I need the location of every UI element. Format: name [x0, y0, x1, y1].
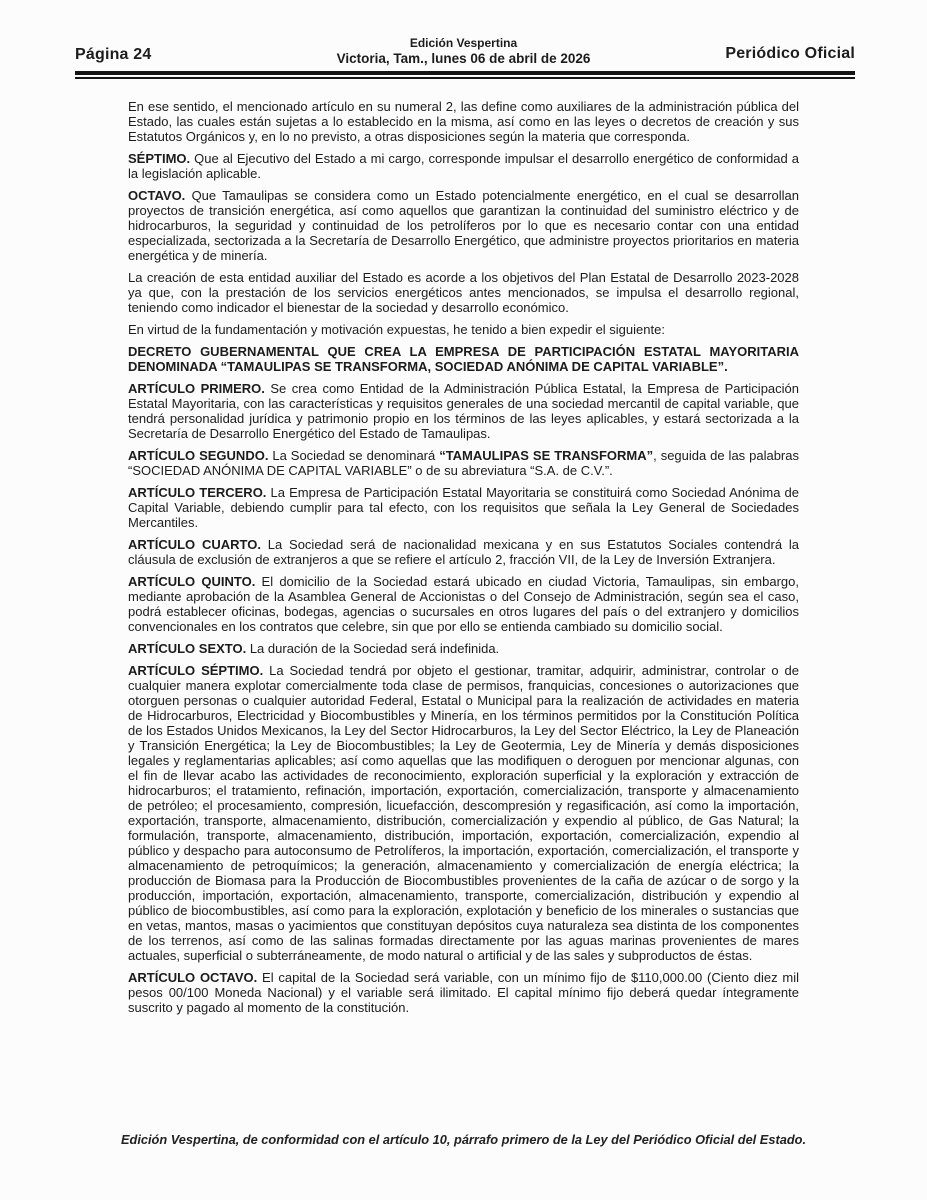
paragraph-lead-in: ARTÍCULO SEXTO. [128, 641, 247, 656]
paragraph [128, 641, 799, 656]
page-number: Página 24 [75, 46, 152, 63]
paragraph-lead-in: ARTÍCULO SEGUNDO. [128, 448, 269, 463]
paragraph-lead-in: “TAMAULIPAS SE TRANSFORMA” [439, 448, 654, 463]
paragraph [128, 151, 799, 181]
paragraph-lead-in: ARTÍCULO OCTAVO. [128, 970, 258, 985]
paragraph-lead-in: ARTÍCULO QUINTO. [128, 574, 256, 589]
paragraph [128, 448, 799, 478]
header-rule-thick [75, 71, 855, 75]
paragraph-text: La Sociedad se denominará [268, 448, 440, 463]
paragraph [128, 574, 799, 634]
paragraph-text: En ese sentido, el mencionado artículo en su numeral 2, las define como auxiliares de la administración pública del Estado, las cuales están sujetas a lo establecido en la misma, así como en las leyes o decretos de creación y sus Estatutos Orgánicos y, en lo no previsto, a otras disposiciones según la materia que corresponda. [128, 99, 799, 144]
edition-date: Victoria, Tam., lunes 06 de abril de 2026 [336, 50, 591, 66]
paragraph-lead-in: ARTÍCULO PRIMERO. [128, 381, 265, 396]
paragraph [128, 270, 799, 315]
document-body [128, 99, 799, 1022]
paragraph-text: La duración de la Sociedad será indefinida. [246, 641, 500, 656]
paragraph [128, 188, 799, 263]
paragraph [128, 485, 799, 530]
paragraph-text: Que Tamaulipas se considera como un Estado potencialmente energético, en el cual se desarrollan proyectos de transición energética, así como aquellos que garantizan la continuidad del suministro eléctrico y de hidrocarburos, la seguridad y continuidad de los petrolíferos por lo que es necesario contar con una entidad especializada, sectorizada a la Secretaría de Desarrollo Energético, que administre proyectos prioritarios en materia energética y de minería. [128, 188, 799, 263]
paragraph-text: , seguida de las palabras “SOCIEDAD ANÓNIMA DE CAPITAL VARIABLE” o de su abreviatura “S.A. de C.V.”. [128, 448, 799, 478]
paragraph-text: Que al Ejecutivo del Estado a mi cargo, corresponde impulsar el desarrollo energético de conformidad a la legislación aplicable. [128, 151, 799, 181]
paragraph-text: La Empresa de Participación Estatal Mayoritaria se constituirá como Sociedad Anónima de Capital Variable, debiendo cumplir para tal efecto, con los requisitos que señala la Ley General de Sociedades Mercantiles. [128, 485, 799, 530]
paragraph [128, 99, 799, 144]
paragraph [128, 381, 799, 441]
paragraph-text: La Sociedad será de nacionalidad mexicana y en sus Estatutos Sociales contendrá la cláusula de exclusión de extranjeros a que se refiere el artículo 2, fracción VII, de la Ley de Inversión Extranjera. [128, 537, 799, 567]
edition-label: Edición Vespertina [409, 36, 518, 50]
header-rule-thin [75, 77, 855, 79]
paragraph [128, 970, 799, 1015]
paragraph-lead-in: ARTÍCULO SÉPTIMO. [128, 663, 264, 678]
paragraph [128, 537, 799, 567]
paragraph-lead-in: ARTÍCULO TERCERO. [128, 485, 267, 500]
paragraph-text: El capital de la Sociedad será variable, con un mínimo fijo de $110,000.00 (Ciento diez mil pesos 00/100 Moneda Nacional) y el variable será ilimitado. El capital mínimo fijo deberá quedar íntegramente suscrito y pagado al momento de la constitución. [128, 970, 799, 1015]
paragraph-lead-in: ARTÍCULO CUARTO. [128, 537, 261, 552]
paragraph-text: La creación de esta entidad auxiliar del Estado es acorde a los objetivos del Plan Estatal de Desarrollo 2023-2028 ya que, con la prestación de los servicios energéticos antes mencionados, se impulsa el desarrollo regional, teniendo como indicador el bienestar de la sociedad y desarrollo económico. [128, 270, 799, 315]
header-rule [75, 71, 855, 79]
paragraph-text: En virtud de la fundamentación y motivación expuestas, he tenido a bien expedir el siguiente: [128, 322, 665, 337]
paragraph [128, 322, 799, 337]
header-center [200, 37, 727, 66]
paragraph-text: La Sociedad tendrá por objeto el gestionar, tramitar, adquirir, administrar, controlar o de cualquier manera explotar comercialmente toda clase de permisos, franquicias, concesiones o autorizaciones que otorguen personas o cualquier autoridad Federal, Estatal o Municipal para la realización de actividades en materia de Hidrocarburos, Electricidad y Biocombustibles y Minería, en los términos permitidos por la Constitución Política de los Estados Unidos Mexicanos, la Ley del Sector Hidrocarburos, la Ley del Sector Eléctrico, la Ley de Planeación y Transición Energética; la Ley de Biocombustibles; la Ley de Geotermia, Ley de Minería y demás disposiciones legales y reglamentarias aplicables; así como aquellas que las modifiquen o deroguen por mencionar algunas, con el fin de llevar acabo las actividades de reconocimiento, exploración superficial y la exploración y extracción de hidrocarburos; el tratamiento, refinación, importación, exportación, comercialización, transporte y almacenamiento de petróleo; el procesamiento, compresión, licuefacción, descompresión y regasificación, así como la importación, exportación, transporte, almacenamiento, distribución, comercialización y expendio al público, de Gas Natural; la formulación, transporte, almacenamiento, distribución, importación, exportación, comercialización, expendio al público y despacho para autoconsumo de Petrolíferos, la importación, exportación, comercialización, el transporte y almacenamiento de petroquímicos; la generación, almacenamiento y comercialización de energía eléctrica; la producción de Biomasa para la Producción de Biocombustibles provenientes de la caña de azúcar o de sorgo y la producción, importación, exportación, almacenamiento, transporte, comercialización, distribución y expendio al público de biocombustibles, así como para la exploración, explotación y beneficio de los minerales o sustancias que en vetas, mantos, masas o yacimientos que constituyan depósitos cuya naturaleza sea distinta de los componentes de los terrenos, así como de las salinas formadas directamente por las aguas marinas provenientes de mares actuales, superficial o subterráneamente, de modo natural o artificial y de las sales y subproductos de éstas. [128, 663, 799, 963]
paragraph [128, 663, 799, 963]
gazette-title: Periódico Oficial [725, 45, 855, 62]
paragraph-text: El domicilio de la Sociedad estará ubicado en ciudad Victoria, Tamaulipas, sin embargo, mediante aprobación de la Asamblea General de Accionistas o del Consejo de Administración, según sea el caso, podrá establecer oficinas, bodegas, agencias o sucursales en otros lugares del país o del extranjero y domicilios convencionales en los contratos que celebre, sin que por ello se entienda cambiado su domicilio social. [128, 574, 799, 634]
paragraph-lead-in: OCTAVO. [128, 188, 186, 203]
decree-heading [128, 344, 799, 374]
paragraph-lead-in: DECRETO GUBERNAMENTAL QUE CREA LA EMPRESA DE PARTICIPACIÓN ESTATAL MAYORITARIA DENOMINADA “TAMAULIPAS SE TRANSFORMA, SOCIEDAD ANÓNIMA DE CAPITAL VARIABLE”. [128, 344, 799, 374]
footer-note: Edición Vespertina, de conformidad con el artículo 10, párrafo primero de la Ley del Periódico Oficial del Estado. [120, 1132, 807, 1147]
paragraph-text: Se crea como Entidad de la Administración Pública Estatal, la Empresa de Participación Estatal Mayoritaria, con las características y requisitos generales de una sociedad mercantil de capital variable, que tendrá personalidad jurídica y patrimonio propio en los términos de las leyes aplicables, y estará sectorizada a la Secretaría de Desarrollo Energético del Estado de Tamaulipas. [128, 381, 800, 441]
paragraph-lead-in: SÉPTIMO. [128, 151, 191, 166]
